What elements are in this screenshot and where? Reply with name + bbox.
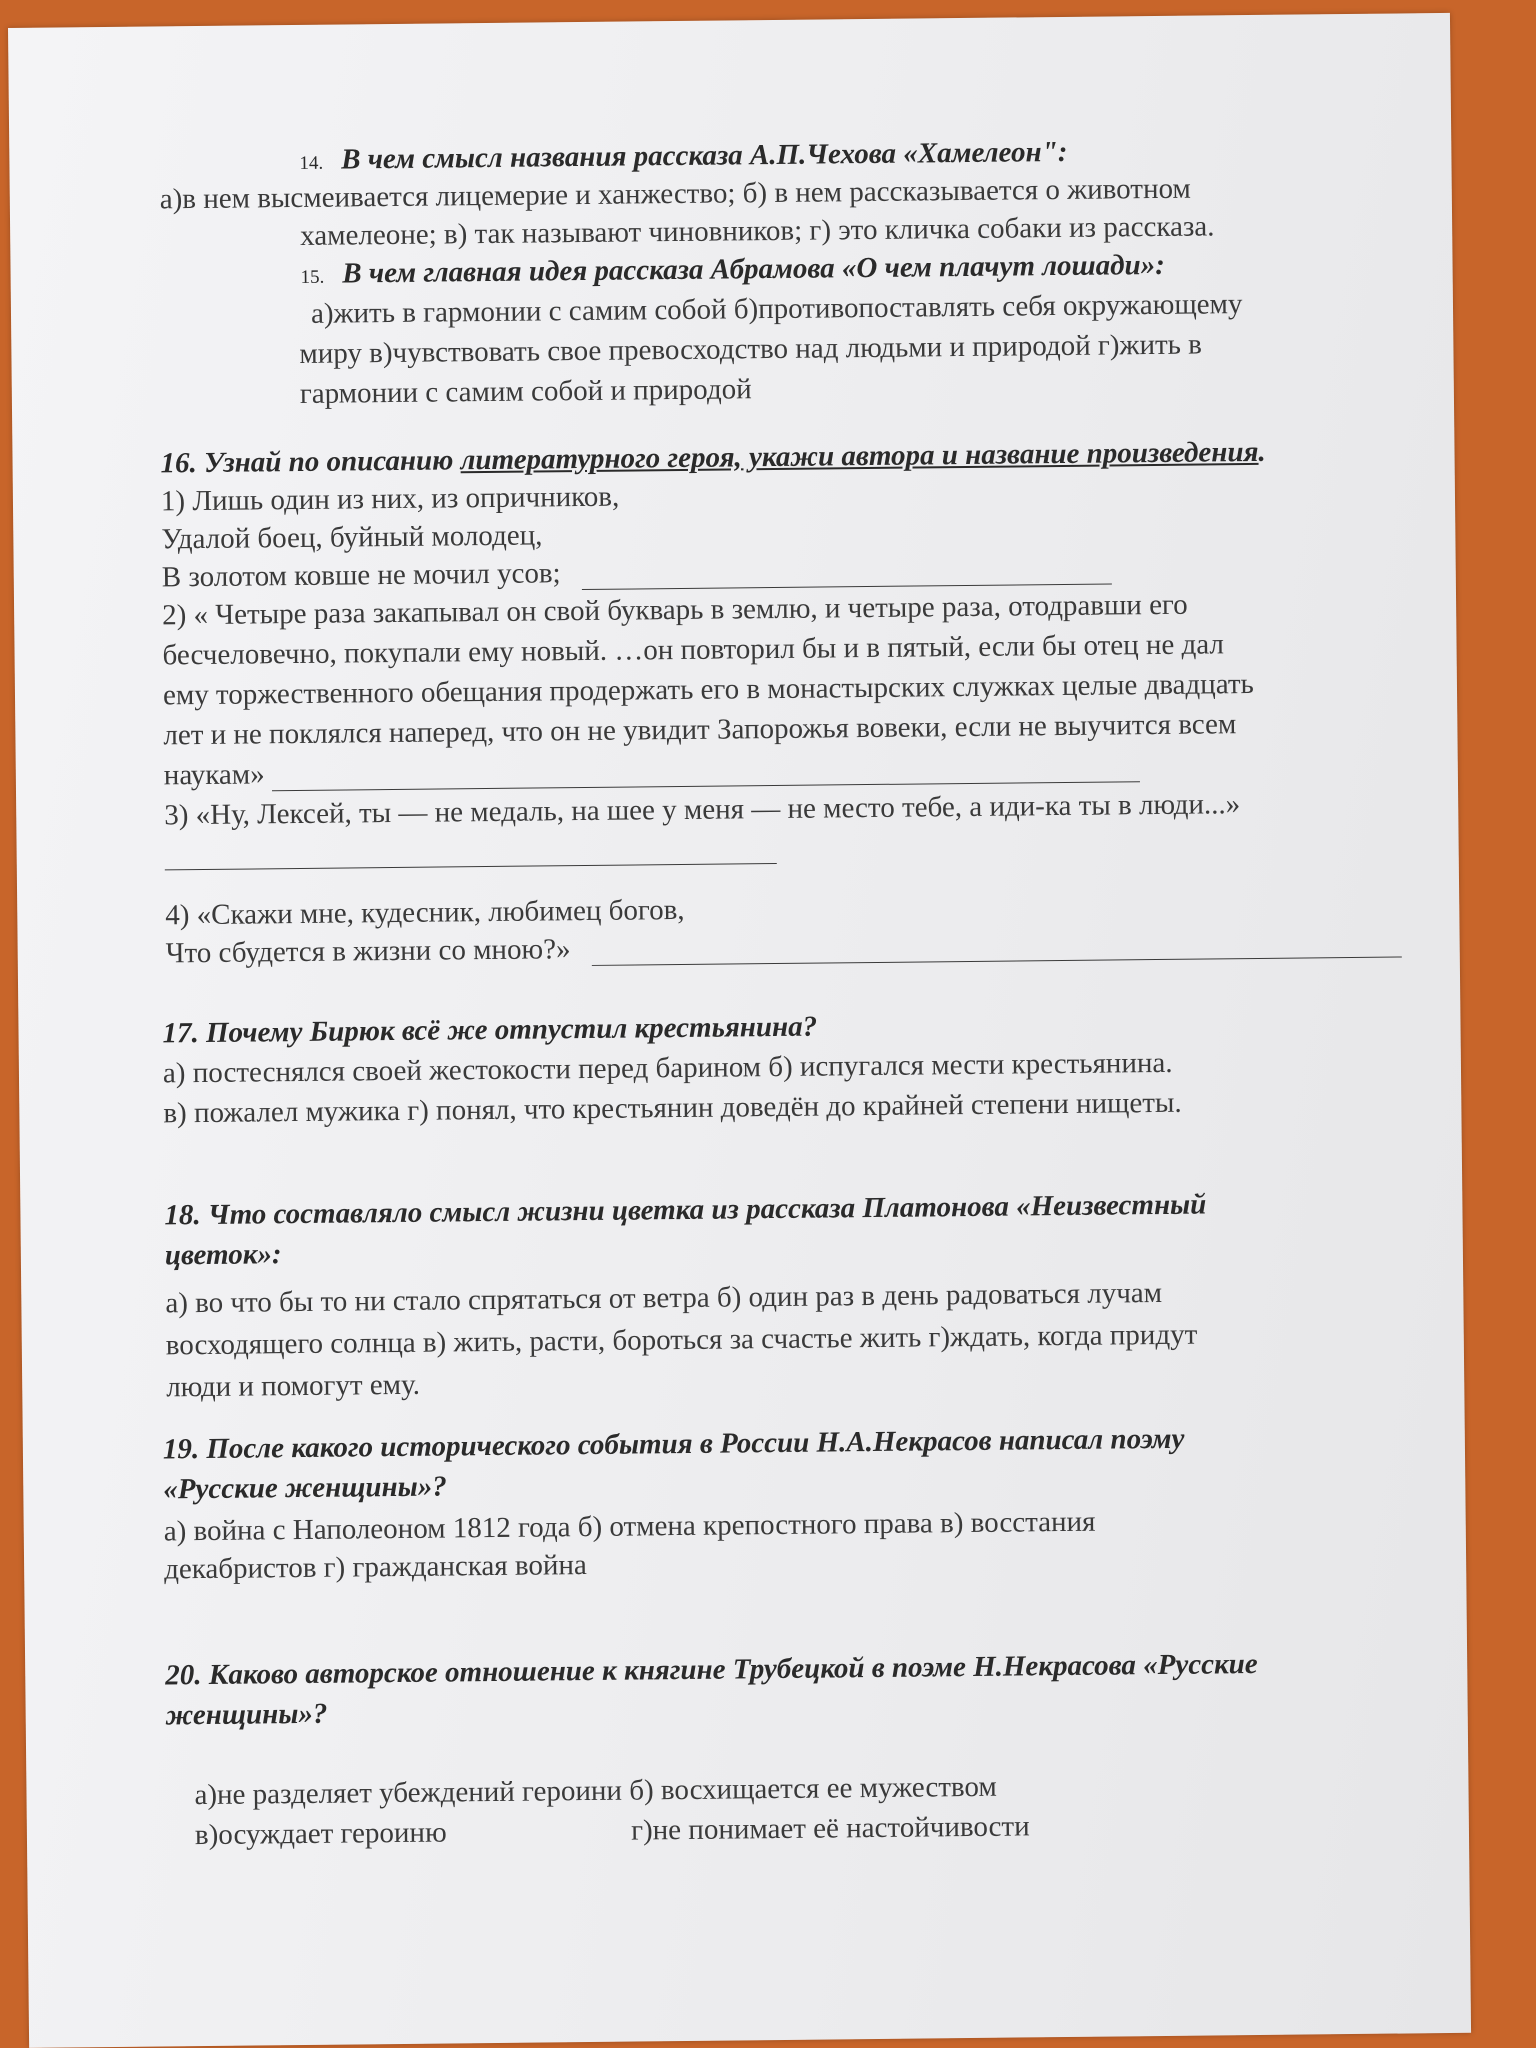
question-15-options-line3: гармонии с самим собой и природой <box>299 373 752 410</box>
question-20-option-v: в)осуждает героиню <box>194 1816 447 1852</box>
worksheet-content <box>8 13 1471 2048</box>
question-16 <box>160 435 1265 481</box>
question-19-options-line1: а) война с Наполеоном 1812 года б) отмена крепостного права в) восстания <box>163 1505 1096 1548</box>
question-14-options-line1: а)в нем высмеивается лицемерие и ханжество; б) в нем рассказывается о животном <box>159 172 1191 216</box>
question-17-options-line2: в) пожалел мужика г) понял, что крестьянин доведён до крайней степени нищеты. <box>163 1086 1182 1130</box>
passage-4-line1: 4) «Скажи мне, кудесник, любимец богов, <box>165 893 685 932</box>
question-20-option-g: г)не понимает её настойчивости <box>630 1810 1030 1847</box>
question-14-text: В чем смысл названия рассказа А.П.Чехова «Хамелеон": <box>340 135 1068 176</box>
question-20-options-line1: а)не разделяет убеждений героини б) восхищается ее мужеством <box>194 1770 997 1812</box>
passage-2-line3: ему торжественного обещания продержать его в монастырских служках целые двадцать <box>162 667 1254 712</box>
question-16-text-underlined: литературного героя, укажи автора и название произведения <box>460 435 1259 477</box>
question-18-options-line2: восходящего солнца в) жить, расти, бороться за счастье жить г)ждать, когда придут <box>165 1318 1198 1362</box>
passage-1-line2: Удалой боец, буйный молодец, <box>161 519 543 556</box>
question-15 <box>300 248 1165 295</box>
spacer <box>454 1840 624 1842</box>
passage-1-line3 <box>162 550 1112 594</box>
passage-4-line2 <box>166 923 1402 970</box>
question-18-options-line1: а) во что бы то ни стало спрятаться от ветра б) один раз в день радоваться лучам <box>165 1276 1163 1320</box>
question-14-options-line2: хамелеоне; в) так называют чиновников; г) это кличка собаки из рассказа. <box>300 210 1215 252</box>
question-15-options-line2: миру в)чувствовать свое превосходство над людьми и природой г)жить в <box>299 328 1203 370</box>
question-18-line1: 18. Что составляло смысл жизни цветка из рассказа Платонова «Неизвестный <box>164 1188 1207 1232</box>
answer-blank-1[interactable] <box>582 561 1112 590</box>
question-16-text-end: . <box>1258 435 1266 468</box>
question-15-number: 15. <box>300 266 325 288</box>
passage-3-line1: 3) «Ну, Лексей, ты — не медаль, на шее у меня — не место тебе, а иди-ка ты в люди...» <box>164 788 1241 832</box>
question-18-line2: цветок»: <box>164 1238 282 1272</box>
question-14-number: 14. <box>299 152 324 174</box>
question-20-options-line2 <box>195 1809 1030 1852</box>
passage-2-line2: бесчеловечно, покупали ему новый. …он повторил бы и в пятый, если бы отец не дал <box>162 628 1225 672</box>
question-16-number: 16. <box>160 447 197 480</box>
answer-blank-3[interactable] <box>165 841 777 870</box>
answer-blank-3-row <box>164 830 776 870</box>
question-17: 17. Почему Бирюк всё же отпустил крестьянина? <box>162 1010 818 1050</box>
question-20-line1: 20. Каково авторское отношение к княгине Трубецкой в поэме Н.Некрасова «Русские <box>165 1648 1258 1692</box>
question-16-text-start: Узнай по описанию <box>203 444 461 479</box>
answer-blank-4[interactable] <box>592 934 1402 965</box>
passage-2-line4: лет и не поклялся наперед, что он не увидит Запорожья вовеки, если не выучится всем <box>163 708 1237 752</box>
question-15-options-line1: а)жить в гармонии с самим собой б)противопоставлять себя окружающему <box>310 288 1243 330</box>
passage-2-line5-text: наукам» <box>163 758 265 792</box>
passage-4-line2-text: Что сбудется в жизни со мною?» <box>165 933 571 970</box>
question-15-text: В чем главная идея рассказа Абрамова «О чем плачут лошади»: <box>342 248 1166 290</box>
question-19-line2: «Русские женщины»? <box>163 1470 447 1506</box>
passage-2-line1: 2) « Четыре раза закапывал он свой букварь в землю, и четыре раза, отодравши его <box>161 588 1188 632</box>
question-18-options-line3: люди и помогут ему. <box>166 1368 421 1404</box>
worksheet-page <box>8 13 1471 2048</box>
question-19-line1: 19. После какого исторического события в России Н.А.Некрасов написал поэму <box>162 1422 1185 1466</box>
passage-1-line3-text: В золотом ковше не мочил усов; <box>161 557 561 594</box>
question-17-options-line1: а) постеснялся своей жестокости перед барином б) испугался мести крестьянина. <box>162 1046 1173 1090</box>
answer-blank-2[interactable] <box>272 759 1140 791</box>
passage-1-line1: 1) Лишь один из них, из опричников, <box>160 480 620 518</box>
passage-2-line5 <box>164 748 1140 792</box>
question-19-options-line2: декабристов г) гражданская война <box>163 1549 587 1586</box>
question-20-line2: женщины»? <box>165 1697 328 1732</box>
